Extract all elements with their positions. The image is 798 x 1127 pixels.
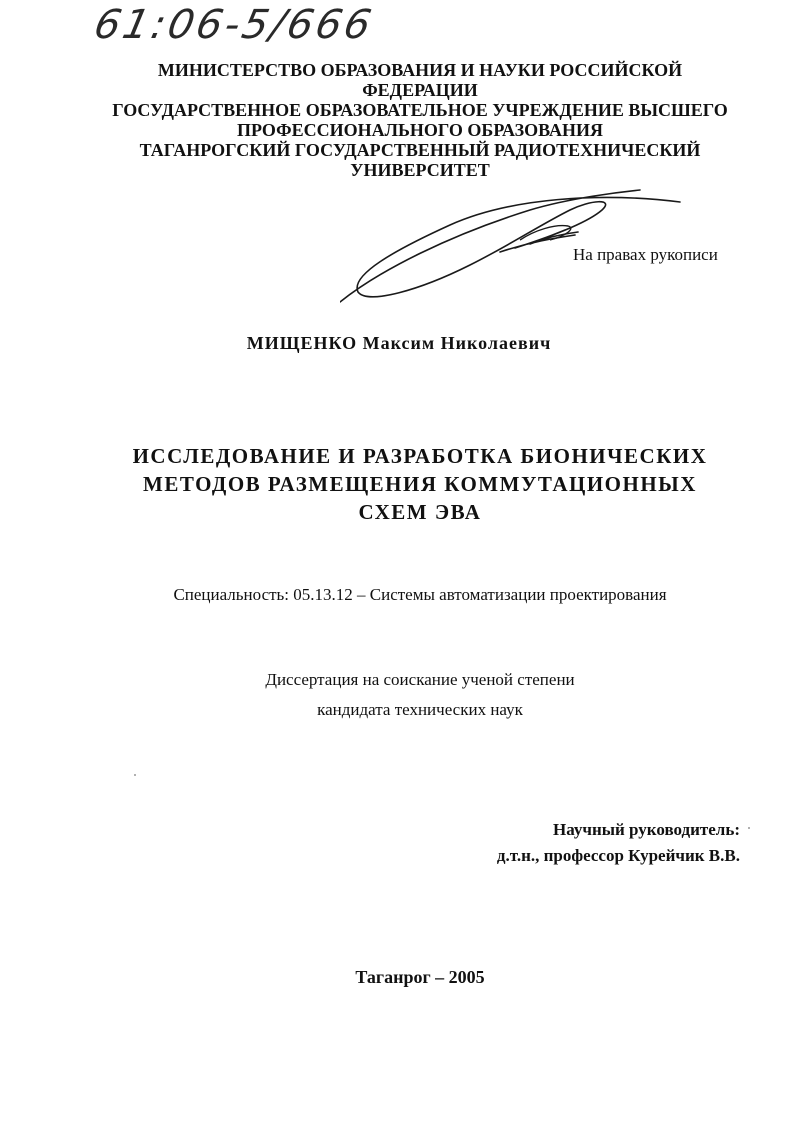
supervisor-label: Научный руководитель: xyxy=(553,820,740,839)
signature-icon xyxy=(340,180,700,305)
ministry-line: ФЕДЕРАЦИИ xyxy=(362,80,478,100)
ministry-line: ГОСУДАРСТВЕННОЕ ОБРАЗОВАТЕЛЬНОЕ УЧРЕЖДЕНИЕ ВЫСШЕГО xyxy=(112,100,728,120)
title-line: ИССЛЕДОВАНИЕ И РАЗРАБОТКА БИОНИЧЕСКИХ xyxy=(132,444,708,468)
ministry-line: МИНИСТЕРСТВО ОБРАЗОВАНИЯ И НАУКИ РОССИЙСКОЙ xyxy=(157,60,683,80)
specialty: Специальность: 05.13.12 – Системы автоматизации проектирования xyxy=(173,585,667,604)
ministry-line: ТАГАНРОГСКИЙ ГОСУДАРСТВЕННЫЙ РАДИОТЕХНИЧЕСКИЙ xyxy=(139,140,701,160)
supervisor-block xyxy=(440,817,740,869)
scan-speck xyxy=(748,827,750,829)
archive-number-handwritten: 61:06-5/666 xyxy=(90,2,378,48)
ministry-line: ПРОФЕССИОНАЛЬНОГО ОБРАЗОВАНИЯ xyxy=(237,120,603,140)
ministry-line: УНИВЕРСИТЕТ xyxy=(350,160,490,180)
ministry-header xyxy=(100,60,740,180)
degree-statement xyxy=(0,665,798,725)
scan-speck xyxy=(134,774,136,776)
author-name: МИЩЕНКО Максим Николаевич xyxy=(246,333,552,353)
title-line: МЕТОДОВ РАЗМЕЩЕНИЯ КОММУТАЦИОННЫХ xyxy=(143,472,697,496)
dissertation-title xyxy=(80,442,760,526)
supervisor-name: д.т.н., профессор Курейчик В.В. xyxy=(496,846,740,865)
degree-line-1: Диссертация на соискание ученой степени xyxy=(265,670,575,689)
title-line: СХЕМ ЭВА xyxy=(358,500,482,524)
city-year: Таганрог – 2005 xyxy=(355,967,485,987)
degree-line-2: кандидата технических наук xyxy=(317,700,523,719)
manuscript-rights: На правах рукописи xyxy=(573,245,718,264)
